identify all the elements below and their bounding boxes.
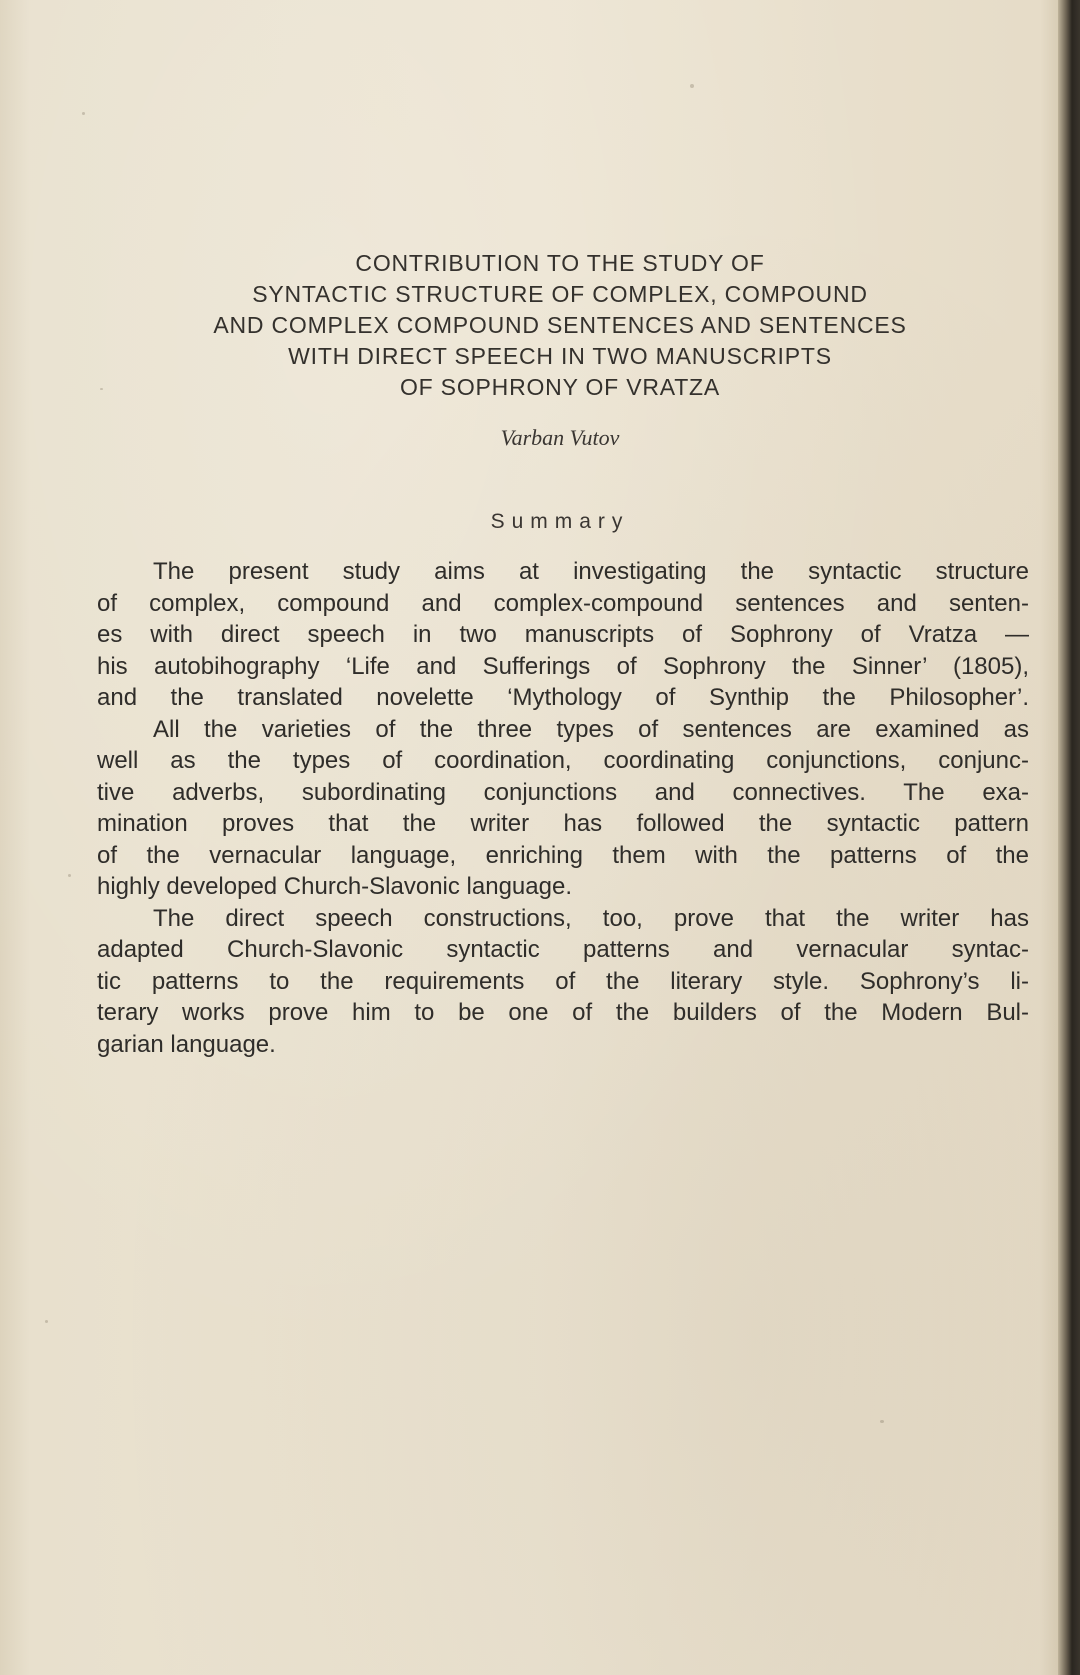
paper-speck — [690, 84, 694, 88]
paper-speck — [45, 1320, 48, 1323]
body-line: well as the types of coordination, coordinating conjunctions, conjunc- — [97, 747, 1029, 774]
article-title — [140, 248, 980, 403]
title-line: WITH DIRECT SPEECH IN TWO MANUSCRIPTS — [288, 343, 832, 369]
body-line: and the translated novelette ‘Mythology of Synthip the Philosopher’. — [97, 684, 1029, 711]
body-line: highly developed Church-Slavonic language. — [97, 873, 572, 900]
title-line: CONTRIBUTION TO THE STUDY OF — [355, 250, 765, 276]
body-line: of complex, compound and complex-compound sentences and senten- — [97, 589, 1029, 617]
body-line: garian language. — [97, 1030, 276, 1058]
body-line: mination proves that the writer has followed the syntactic pattern — [97, 810, 1029, 837]
body-line: tic patterns to the requirements of the literary style. Sophrony’s li- — [97, 967, 1029, 995]
summary-heading: Summary — [490, 510, 630, 533]
body-line: terary works prove him to be one of the builders of the Modern Bul- — [97, 999, 1029, 1026]
page-edge-shadow — [1058, 0, 1080, 1675]
title-line: OF SOPHRONY OF VRATZA — [399, 374, 721, 400]
title-line: SYNTACTIC STRUCTURE OF COMPLEX, COMPOUND — [252, 281, 868, 307]
body-line: of the vernacular language, enriching them with the patterns of the — [97, 841, 1029, 869]
paper-speck — [68, 874, 71, 877]
author-name: Varban Vutov — [500, 425, 620, 450]
body-line: All the varieties of the three types of sentences are examined as — [153, 715, 1029, 743]
body-line: The direct speech constructions, too, prove that the writer has — [153, 904, 1029, 932]
paper-speck — [82, 112, 85, 115]
body-line: The present study aims at investigating the syntactic structure — [153, 558, 1029, 585]
body-line: adapted Church-Slavonic syntactic patterns and vernacular syntac- — [97, 936, 1029, 963]
body-line: tive adverbs, subordinating conjunctions and connectives. The exa- — [97, 778, 1029, 806]
paper-speck — [880, 1420, 884, 1423]
title-line: AND COMPLEX COMPOUND SENTENCES AND SENTENCES — [213, 312, 907, 338]
summary-body — [97, 556, 1029, 1060]
body-line: es with direct speech in two manuscripts of Sophrony of Vratza — — [97, 621, 1029, 648]
paper-speck — [100, 388, 103, 390]
body-line: his autobihography ‘Life and Sufferings of Sophrony the Sinner’ (1805), — [97, 652, 1029, 680]
